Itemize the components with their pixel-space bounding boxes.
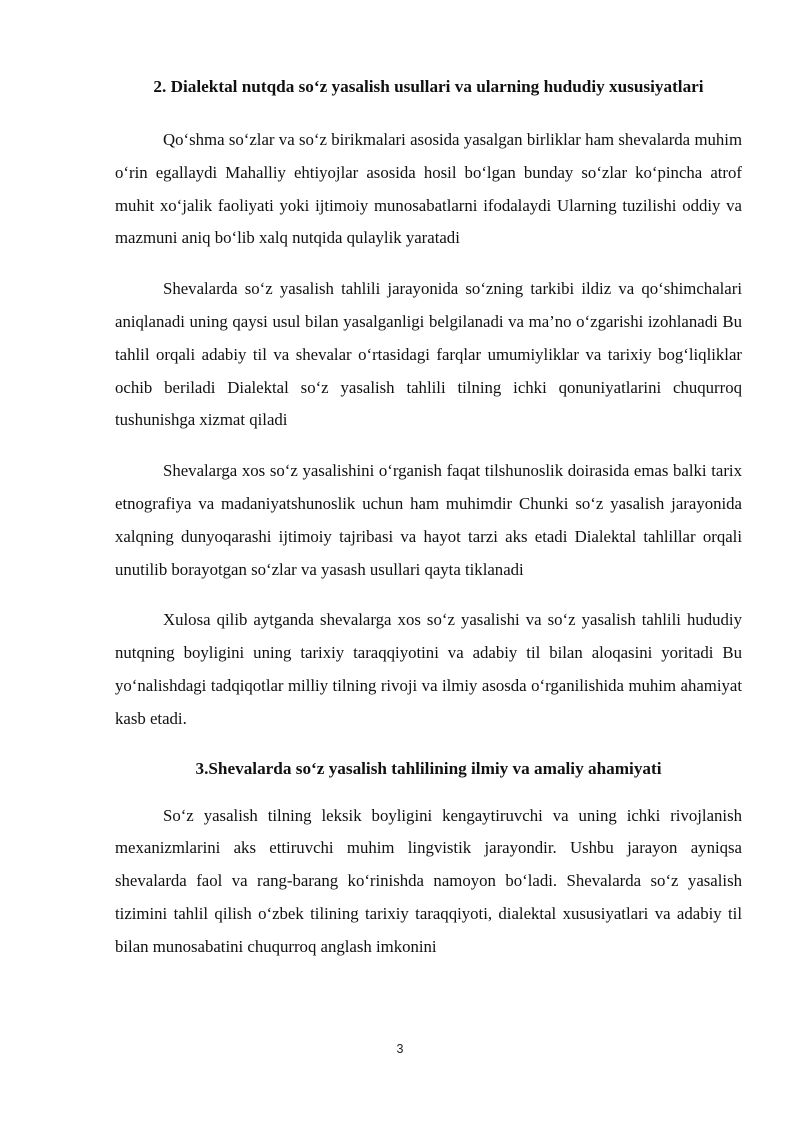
page-number: 3 [396, 1042, 404, 1056]
section-2-paragraph-1: Qo‘shma so‘zlar va so‘z birikmalari asosida yasalgan birliklar ham shevalarda muhim o‘rin egallaydi Mahalliy ehtiyojlar asosida hosil bo‘lgan bunday so‘zlar ko‘pincha atrof muhit xo‘jalik faoliyati yoki ijtimoiy munosabatlarni ifodalaydi Ularning tuzilishi oddiy va mazmuni aniq bo‘lib xalq nutqida qulaylik yaratadi [115, 130, 742, 248]
section-2-paragraph-3: Shevalarga xos so‘z yasalishini o‘rganish faqat tilshunoslik doirasida emas balki tarix etnografiya va madaniyatshunoslik uchun ham muhimdir Chunki so‘z yasalish jarayonida xalqning dunyoqarashi ijtimoiy tajribasi va hayot tarzi aks etadi Dialektal tahlillar orqali unutilib borayotgan so‘zlar va yasash usullari qayta tiklanadi [115, 461, 742, 579]
section-2-heading: 2. Dialektal nutqda so‘z yasalish usullari va ularning hududiy xususiyatlari [153, 77, 704, 96]
section-3-heading: 3.Shevalarda so‘z yasalish tahlilining ilmiy va amaliy ahamiyati [195, 758, 662, 778]
section-2-paragraph-2: Shevalarda so‘z yasalish tahlili jarayonida so‘zning tarkibi ildiz va qo‘shimchalari aniqlanadi uning qaysi usul bilan yasalganligi belgilanadi va ma’no o‘zgarishi izohlanadi Bu tahlil orqali adabiy til va shevalar o‘rtasidagi farqlar umumiyliklar va tarixiy bog‘liqliklar ochib beriladi Dialektal so‘z yasalish tahlili tilning ichki qonuniyatlarini chuqurroq tushunishga xizmat qiladi [115, 279, 742, 430]
section-3-paragraph-1: So‘z yasalish tilning leksik boyligini kengaytiruvchi va uning ichki rivojlanish mexanizmlarini aks ettiruvchi muhim lingvistik jarayondir. Ushbu jarayon ayniqsa shevalarda faol va rang-barang ko‘rinishda namoyon bo‘ladi. Shevalarda so‘z yasalish tizimini tahlil qilish o‘zbek tilining tarixiy taraqqiyoti, dialektal xususiyatlari va adabiy til bilan munosabatini chuqurroq anglash imkonini [115, 805, 742, 956]
page-content [115, 72, 742, 964]
section-2-paragraph-4: Xulosa qilib aytganda shevalarga xos so‘z yasalishi va so‘z yasalish tahlili hududiy nutqning boyligini uning tarixiy taraqqiyotini va adabiy til bilan aloqasini yoritadi Bu yo‘nalishdagi tadqiqotlar milliy tilning rivoji va ilmiy asosda o‘rganilishida muhim ahamiyat kasb etadi. [115, 610, 742, 728]
